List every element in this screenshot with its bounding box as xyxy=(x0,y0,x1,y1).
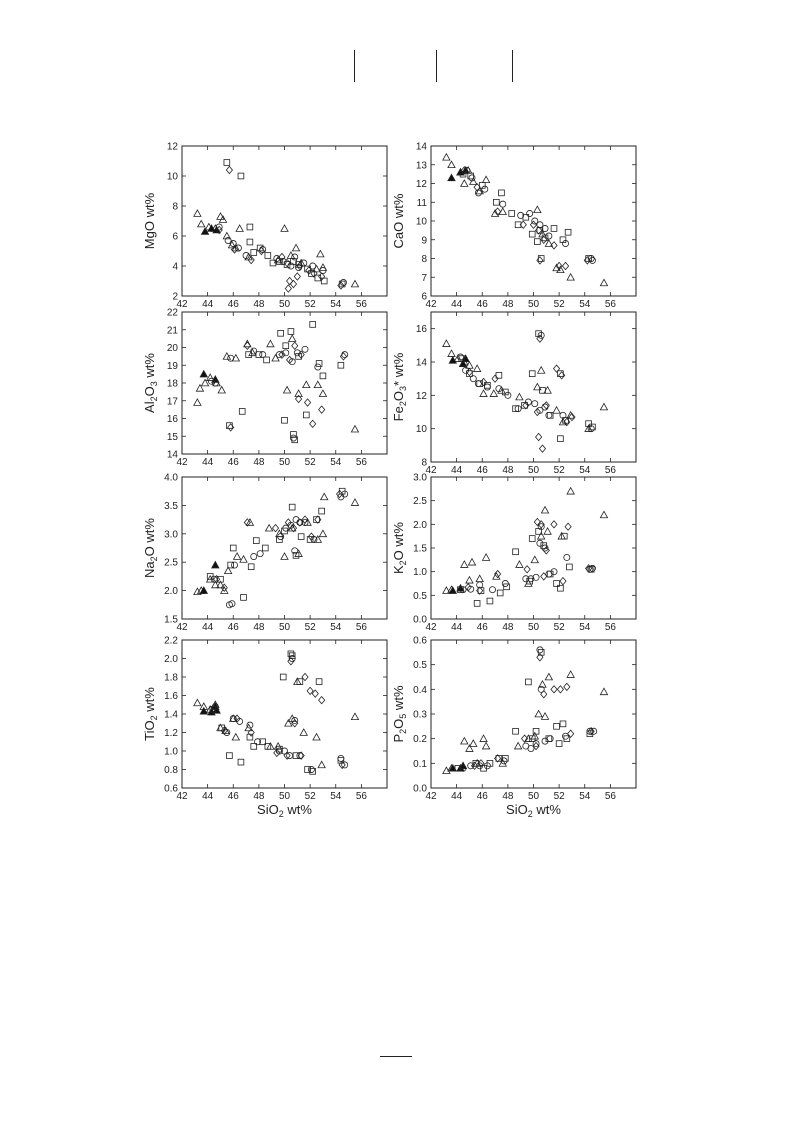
x-tick-label: 42 xyxy=(425,299,437,310)
x-tick-label: 44 xyxy=(451,791,463,802)
y-tick-label: 2 xyxy=(172,291,178,303)
y-tick-label: 11 xyxy=(416,197,427,209)
x-tick-label: 44 xyxy=(451,465,463,476)
scatter-panel-4 xyxy=(391,312,636,476)
x-tick-label: 52 xyxy=(553,791,565,802)
x-tick-label: 48 xyxy=(502,299,514,310)
scatter-panel-8 xyxy=(391,636,636,820)
y-tick-label: 4.0 xyxy=(164,472,178,484)
y-tick-label: 1.0 xyxy=(413,567,427,579)
x-tick-label: 44 xyxy=(202,457,214,468)
y-tick-label: 4 xyxy=(172,261,178,273)
y-tick-label: 0.5 xyxy=(413,590,427,602)
y-tick-label: 10 xyxy=(166,171,178,183)
x-tick-label: 44 xyxy=(202,791,214,802)
y-tick-label: 0.8 xyxy=(164,765,178,776)
y-tick-label: 12 xyxy=(166,141,178,153)
x-tick-label: 46 xyxy=(227,457,239,468)
scatter-panel-1 xyxy=(142,142,387,311)
y-tick-label: 1.0 xyxy=(164,746,178,758)
y-axis-label: TiO2 wt% xyxy=(142,687,159,741)
x-tick-label: 50 xyxy=(278,622,291,633)
y-tick-label: 8 xyxy=(172,201,178,213)
y-tick-label: 0.6 xyxy=(413,635,427,647)
x-tick-label: 46 xyxy=(476,299,488,310)
scatter-panel-2 xyxy=(391,142,636,311)
plot-frame xyxy=(182,146,387,296)
y-axis-label: CaO wt% xyxy=(391,193,406,249)
x-tick-label: 52 xyxy=(304,457,316,468)
x-tick-label: 52 xyxy=(304,299,316,310)
x-tick-label: 48 xyxy=(502,791,514,802)
x-tick-label: 46 xyxy=(227,299,239,310)
x-tick-label: 56 xyxy=(355,457,367,468)
x-tick-label: 42 xyxy=(425,465,437,476)
x-tick-label: 46 xyxy=(227,791,239,802)
y-tick-label: 2.0 xyxy=(413,519,427,531)
scatter-panel-7 xyxy=(142,636,387,820)
y-tick-label: 16 xyxy=(166,414,178,425)
x-axis-label: SiO2 wt% xyxy=(506,802,561,819)
y-tick-label: 0.3 xyxy=(413,709,427,721)
y-tick-label: 17 xyxy=(166,396,178,408)
y-axis-label: P2O5 wt% xyxy=(391,685,408,743)
x-tick-label: 56 xyxy=(355,299,367,310)
x-tick-label: 48 xyxy=(253,622,265,633)
x-tick-label: 50 xyxy=(527,299,540,310)
x-tick-label: 56 xyxy=(604,622,616,633)
y-tick-label: 1.5 xyxy=(413,543,427,555)
y-tick-label: 16 xyxy=(415,324,427,336)
x-tick-label: 46 xyxy=(476,791,488,802)
x-tick-label: 56 xyxy=(355,791,367,802)
y-tick-label: 21 xyxy=(166,325,178,337)
x-tick-label: 46 xyxy=(476,465,488,476)
x-tick-label: 50 xyxy=(527,622,540,633)
y-axis-label: Al2O3 wt% xyxy=(142,353,159,413)
x-tick-label: 44 xyxy=(202,622,214,633)
x-tick-label: 42 xyxy=(425,791,437,802)
y-tick-label: 1.2 xyxy=(164,728,178,739)
x-tick-label: 52 xyxy=(304,791,316,802)
x-tick-label: 54 xyxy=(579,622,591,633)
x-tick-label: 48 xyxy=(253,299,265,310)
y-tick-label: 20 xyxy=(166,343,178,354)
y-tick-label: 0.0 xyxy=(413,614,427,626)
plot-frame xyxy=(431,477,636,619)
x-tick-label: 52 xyxy=(553,465,565,476)
y-axis-label: MgO wt% xyxy=(142,192,157,250)
x-tick-label: 50 xyxy=(278,299,291,310)
x-tick-label: 42 xyxy=(176,622,188,633)
x-axis-label: SiO2 wt% xyxy=(257,802,312,819)
y-tick-label: 1.4 xyxy=(164,709,178,721)
y-tick-label: 0.6 xyxy=(164,783,178,795)
y-tick-label: 8 xyxy=(421,457,427,469)
x-tick-label: 46 xyxy=(227,622,239,633)
y-tick-label: 10 xyxy=(415,424,427,436)
y-tick-label: 1.5 xyxy=(164,614,178,626)
y-tick-label: 14 xyxy=(166,449,178,461)
y-tick-label: 1.8 xyxy=(164,672,178,684)
x-tick-label: 42 xyxy=(176,457,188,468)
y-axis-label: Na2O wt% xyxy=(142,518,159,578)
x-tick-label: 54 xyxy=(330,299,342,310)
x-tick-label: 50 xyxy=(278,457,291,468)
x-tick-label: 42 xyxy=(176,299,188,310)
y-tick-label: 9 xyxy=(421,235,427,247)
x-tick-label: 52 xyxy=(553,299,565,310)
y-tick-label: 10 xyxy=(415,216,427,228)
x-tick-label: 42 xyxy=(176,791,188,802)
y-tick-label: 19 xyxy=(166,360,178,372)
x-tick-label: 44 xyxy=(451,622,463,633)
x-tick-label: 42 xyxy=(425,622,437,633)
y-tick-label: 0.0 xyxy=(413,783,427,795)
y-tick-label: 6 xyxy=(172,231,178,243)
y-tick-label: 2.2 xyxy=(164,635,178,647)
y-tick-label: 3.5 xyxy=(164,500,178,512)
x-tick-label: 54 xyxy=(579,299,591,310)
y-tick-label: 8 xyxy=(421,254,427,265)
plot-frame xyxy=(182,312,387,454)
x-tick-label: 50 xyxy=(527,791,540,802)
x-tick-label: 50 xyxy=(527,465,540,476)
y-tick-label: 15 xyxy=(166,431,178,443)
y-tick-label: 1.6 xyxy=(164,691,178,702)
x-tick-label: 54 xyxy=(579,791,591,802)
x-tick-label: 44 xyxy=(451,299,463,310)
y-tick-label: 13 xyxy=(415,160,427,172)
x-tick-label: 48 xyxy=(502,622,514,633)
y-tick-label: 3.0 xyxy=(164,529,178,541)
plot-frame xyxy=(431,312,636,462)
y-tick-label: 2.0 xyxy=(164,586,178,598)
x-tick-label: 54 xyxy=(330,457,342,468)
y-tick-label: 0.2 xyxy=(413,734,427,746)
x-tick-label: 46 xyxy=(476,622,488,633)
y-tick-label: 0.4 xyxy=(413,684,427,696)
y-tick-label: 2.0 xyxy=(164,654,178,665)
x-tick-label: 52 xyxy=(553,622,565,633)
scatter-panel-5 xyxy=(142,473,387,634)
y-axis-label: K2O wt% xyxy=(391,521,408,575)
y-tick-label: 12 xyxy=(415,390,427,402)
x-tick-label: 56 xyxy=(355,622,367,633)
x-tick-label: 54 xyxy=(330,791,342,802)
x-tick-label: 56 xyxy=(604,299,616,310)
x-tick-label: 48 xyxy=(502,465,514,476)
x-tick-label: 52 xyxy=(304,622,316,633)
y-tick-label: 0.5 xyxy=(413,660,427,672)
x-tick-label: 56 xyxy=(604,465,616,476)
y-tick-label: 18 xyxy=(166,378,178,390)
y-tick-label: 14 xyxy=(415,357,427,369)
x-tick-label: 50 xyxy=(278,791,291,802)
x-tick-label: 56 xyxy=(604,791,616,802)
y-tick-label: 7 xyxy=(421,272,427,284)
scatter-panel-3 xyxy=(142,308,387,469)
x-tick-label: 48 xyxy=(253,457,265,468)
scatter-panel-6 xyxy=(391,473,636,634)
y-tick-label: 3.0 xyxy=(413,472,427,484)
x-tick-label: 54 xyxy=(330,622,342,633)
y-tick-label: 2.5 xyxy=(413,496,427,508)
x-tick-label: 48 xyxy=(253,791,265,802)
y-tick-label: 12 xyxy=(415,179,427,190)
y-tick-label: 2.5 xyxy=(164,557,178,569)
y-tick-label: 6 xyxy=(421,291,427,303)
y-tick-label: 0.1 xyxy=(413,758,427,770)
y-tick-label: 22 xyxy=(166,307,178,319)
x-tick-label: 44 xyxy=(202,299,214,310)
x-tick-label: 54 xyxy=(579,465,591,476)
y-tick-label: 14 xyxy=(415,141,427,153)
plot-frame xyxy=(182,477,387,619)
y-axis-label: Fe2O3* wt% xyxy=(391,352,408,422)
